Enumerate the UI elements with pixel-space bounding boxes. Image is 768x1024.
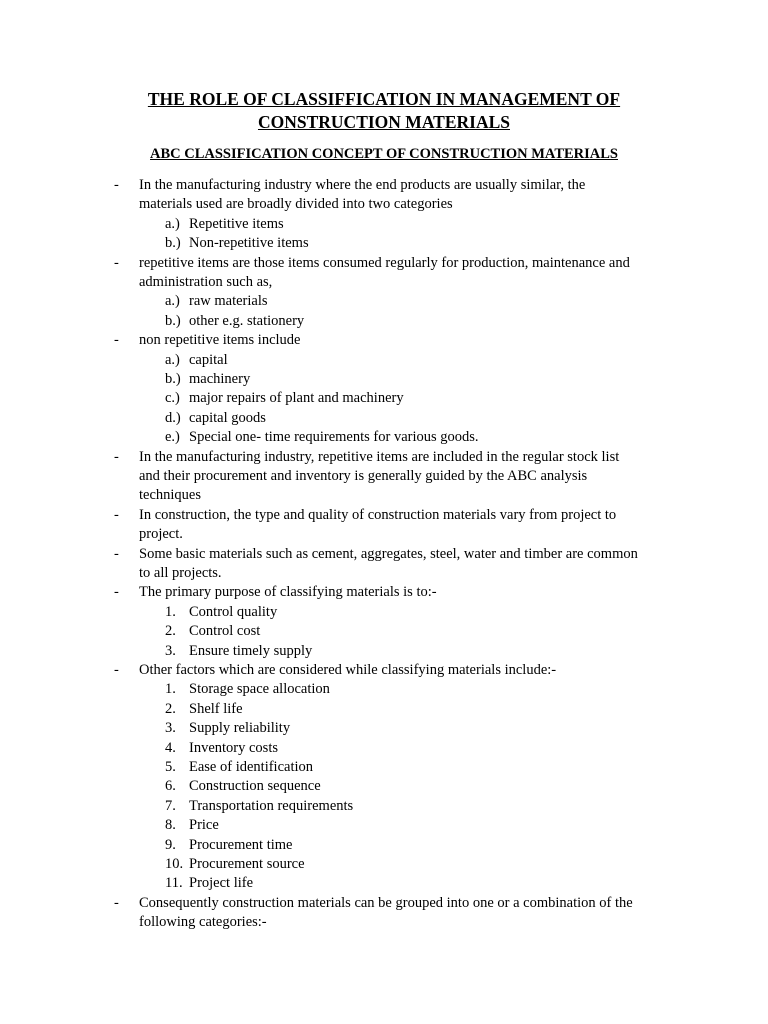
bullet-text: In the manufacturing industry where the end products are usually similar, the <box>139 177 586 193</box>
section-subtitle: ABC CLASSIFICATION CONCEPT OF CONSTRUCTION MATERIALS <box>150 146 618 162</box>
list-item-text: Control cost <box>189 623 261 640</box>
list-item-text: major repairs of plant and machinery <box>189 390 404 407</box>
list-item-text: Inventory costs <box>189 739 278 756</box>
bullet-text: and their procurement and inventory is generally guided by the ABC analysis <box>139 468 588 484</box>
list-item-text: Price <box>189 817 219 834</box>
list-item-text: Transportation requirements <box>189 797 354 814</box>
list-item-text: Repetitive items <box>189 215 284 232</box>
list-item-marker: 1. <box>165 603 176 620</box>
bullet-dash: - <box>114 894 119 911</box>
list-item-marker: 11. <box>165 875 183 892</box>
bullet-dash: - <box>114 448 119 465</box>
bullet-dash: - <box>114 545 119 562</box>
bullet-text: repetitive items are those items consumed regularly for production, maintenance and <box>139 254 630 271</box>
list-item-marker: 9. <box>165 836 176 853</box>
list-item-text: Storage space allocation <box>189 681 330 698</box>
bullet-dash: - <box>114 332 119 349</box>
list-item-text: Procurement time <box>189 836 293 853</box>
bullet-text: techniques <box>139 487 202 504</box>
list-item-marker: 2. <box>165 623 176 640</box>
bullet-text: The primary purpose of classifying materials is to:- <box>139 584 437 601</box>
list-item-marker: 6. <box>165 778 176 795</box>
list-item-text: capital goods <box>189 409 266 426</box>
list-item-marker: 2. <box>165 700 176 717</box>
bullet-dash: - <box>114 254 119 271</box>
bullet-text: In construction, the type and quality of construction materials vary from project to <box>139 506 617 523</box>
list-item-marker: a.) <box>165 293 180 310</box>
list-item-marker: 1. <box>165 681 176 698</box>
list-item-marker: 3. <box>165 720 176 737</box>
list-item-text: raw materials <box>189 293 268 310</box>
bullet-text: In the manufacturing industry, repetitive items are included in the regular stock list <box>139 448 620 465</box>
bullet-text: non repetitive items include <box>139 332 301 349</box>
list-item-marker: b.) <box>165 371 181 387</box>
list-item-marker: b.) <box>165 312 181 329</box>
list-item-text: Special one- time requirements for various goods. <box>189 429 479 446</box>
bullet-text: administration such as, <box>139 274 273 290</box>
bullet-text: Consequently construction materials can be grouped into one or a combination of the <box>139 894 633 911</box>
list-item-marker: a.) <box>165 351 180 368</box>
bullet-dash: - <box>114 662 119 678</box>
list-item-marker: 7. <box>165 797 176 814</box>
list-item-text: Procurement source <box>189 856 305 872</box>
bullet-dash: - <box>114 584 119 601</box>
list-item-marker: b.) <box>165 235 181 252</box>
list-item-text: other e.g. stationery <box>189 312 305 329</box>
bullet-text: project. <box>139 526 183 543</box>
bullet-dash: - <box>114 506 119 523</box>
document-title-line-1: THE ROLE OF CLASSIFFICATION IN MANAGEMENT OF <box>147 89 621 109</box>
list-item-marker: 10. <box>165 856 184 872</box>
list-item-marker: 8. <box>165 817 176 834</box>
bullet-text: Other factors which are considered while classifying materials include:- <box>139 662 557 678</box>
list-item-marker: c.) <box>165 390 180 407</box>
document-title-line-2: CONSTRUCTION MATERIALS <box>257 112 510 132</box>
bullet-text: following categories:- <box>139 914 267 931</box>
list-item-marker: 5. <box>165 759 176 775</box>
list-item-text: capital <box>189 351 228 368</box>
list-item-text: Supply reliability <box>189 720 291 737</box>
list-item-text: Construction sequence <box>189 778 321 795</box>
list-item-text: Shelf life <box>189 700 243 717</box>
list-item-marker: e.) <box>165 429 180 446</box>
list-item-text: Non-repetitive items <box>189 235 309 252</box>
list-item-marker: d.) <box>165 409 181 426</box>
list-item-text: Project life <box>189 875 254 892</box>
bullet-dash: - <box>114 177 119 193</box>
list-item-marker: 3. <box>165 642 176 659</box>
list-item-marker: 4. <box>165 739 176 756</box>
list-item-text: Ensure timely supply <box>189 642 313 659</box>
list-item-text: machinery <box>189 371 251 387</box>
list-item-text: Ease of identification <box>189 759 314 775</box>
bullet-text: to all projects. <box>139 565 222 581</box>
list-item-marker: a.) <box>165 215 180 232</box>
bullet-text: materials used are broadly divided into two categories <box>139 196 453 213</box>
bullet-text: Some basic materials such as cement, aggregates, steel, water and timber are common <box>139 545 638 562</box>
list-item-text: Control quality <box>189 603 278 620</box>
